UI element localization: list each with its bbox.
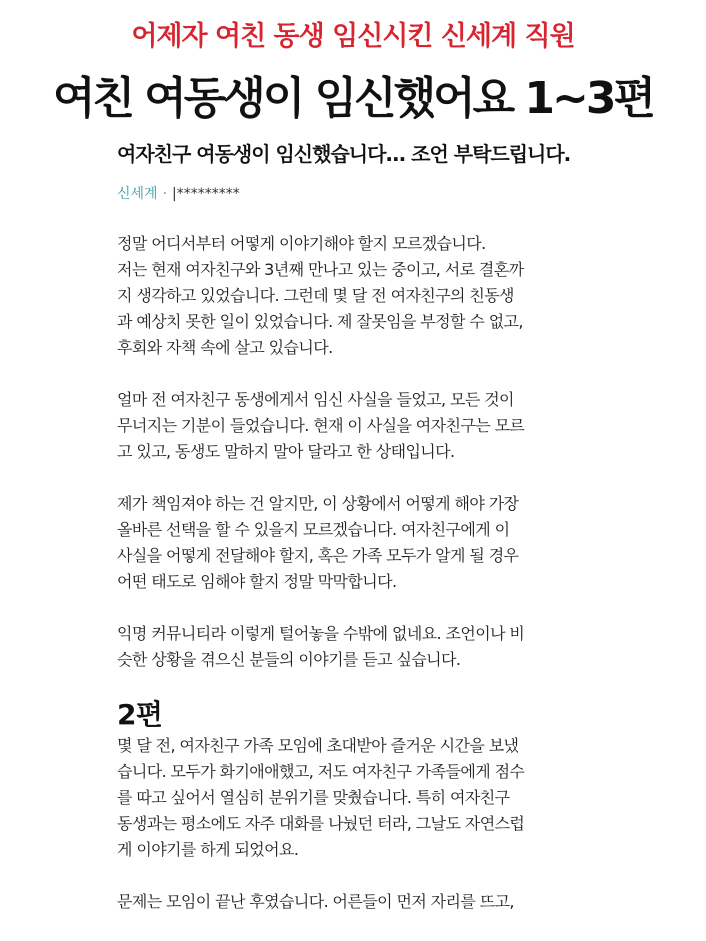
text-line: 동생과는 평소에도 자주 대화를 나눴던 터라, 그날도 자연스럽 bbox=[117, 814, 525, 833]
headline-top: 어제자 여친 동생 임신시킨 신세계 직원 bbox=[131, 21, 575, 52]
text-line: 정말 어디서부터 어떻게 이야기해야 할지 모르겠습니다. bbox=[117, 234, 486, 253]
text-line: 습니다. 모두가 화기애애했고, 저도 여자친구 가족들에게 점수 bbox=[117, 762, 525, 781]
post-meta bbox=[117, 183, 240, 203]
text-line: 고 있고, 동생도 말하지 말아 달라고 한 상태입니다. bbox=[117, 442, 455, 461]
text-line: 사실을 어떻게 전달해야 할지, 혹은 가족 모두가 알게 될 경우 bbox=[117, 546, 519, 565]
text-line: 슷한 상황을 겪으신 분들의 이야기를 듣고 싶습니다. bbox=[117, 650, 461, 669]
text-line: 몇 달 전, 여자친구 가족 모임에 초대받아 즐거운 시간을 보냈 bbox=[117, 736, 519, 755]
category-link[interactable]: 신세계 bbox=[117, 186, 158, 202]
text-line: 지 생각하고 있었습니다. 그런데 몇 달 전 여자친구의 친동생 bbox=[117, 286, 514, 305]
headline-main: 여친 여동생이 임신했어요 1~3편 bbox=[52, 73, 654, 124]
paragraph bbox=[117, 733, 597, 863]
text-line: 문제는 모임이 끝난 후였습니다. 어른들이 먼저 자리를 뜨고, bbox=[117, 892, 514, 911]
post-title: 여자친구 여동생이 임신했습니다... 조언 부탁드립니다. bbox=[117, 142, 571, 166]
post-body bbox=[117, 231, 597, 941]
text-line: 올바른 선택을 할 수 있을지 모르겠습니다. 여자친구에게 이 bbox=[117, 520, 510, 539]
text-line: 얼마 전 여자친구 동생에게서 임신 사실을 들었고, 모든 것이 bbox=[117, 390, 514, 409]
paragraph bbox=[117, 231, 597, 361]
author-name: |********* bbox=[172, 186, 240, 202]
text-line: 과 예상치 못한 일이 있었습니다. 제 잘못임을 부정할 수 없고, bbox=[117, 312, 523, 331]
paragraph bbox=[117, 387, 597, 465]
text-line: 후회와 자책 속에 살고 있습니다. bbox=[117, 338, 333, 357]
text-line: 제가 책임져야 하는 건 알지만, 이 상황에서 어떻게 해야 가장 bbox=[117, 494, 519, 513]
text-line: 게 이야기를 하게 되었어요. bbox=[117, 840, 299, 859]
text-line: 저는 현재 여자친구와 3년째 만나고 있는 중이고, 서로 결혼까 bbox=[117, 260, 524, 279]
text-line: 어떤 태도로 임해야 할지 정말 막막합니다. bbox=[117, 572, 397, 591]
meta-separator: · bbox=[162, 186, 168, 202]
paragraph bbox=[117, 889, 597, 915]
text-line: 익명 커뮤니티라 이렇게 털어놓을 수밖에 없네요. 조언이나 비 bbox=[117, 624, 525, 643]
paragraph bbox=[117, 621, 597, 673]
text-line: 를 따고 싶어서 열심히 분위기를 맞췄습니다. 특히 여자친구 bbox=[117, 788, 510, 807]
text-line: 무너지는 기분이 들었습니다. 현재 이 사실을 여자친구는 모르 bbox=[117, 416, 525, 435]
section-heading: 2편 bbox=[117, 698, 163, 731]
paragraph bbox=[117, 491, 597, 595]
